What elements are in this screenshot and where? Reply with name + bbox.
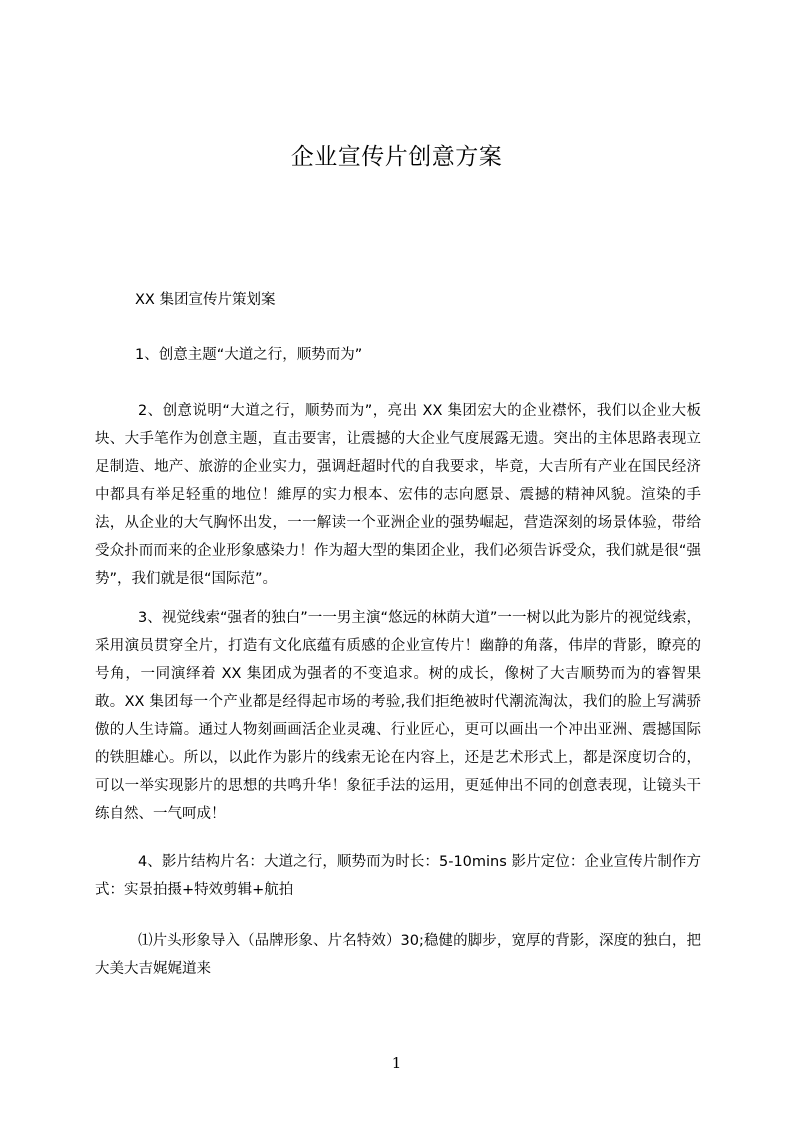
paragraph-opening-scene: ⑴片头形象导入（品牌形象、片名特效）30;稳健的脚步，宽厚的背影，深度的独白，把大美大吉娓娓道来 [95,933,701,977]
document-title: 企业宣传片创意方案 [290,144,503,170]
page-number: 1 [391,1054,402,1072]
paragraph-visual-clue: 3、视觉线索“强者的独白”一一男主演“悠远的林荫大道”一一树以此为影片的视觉线索，采用演员贯穿全片，打造有文化底蕴有质感的企业宣传片！幽静的角落，伟岸的背影，瞭亮的号角，一同演绎着 XX 集团成为强者的不变追求。树的成长，像树了大吉顺势而为的睿智果敢。XX 集团每一个产业都是经得起市场的考验,我们拒绝被时代潮流淘汰，我们的脸上写满骄傲的人生诗篇。通过人物刻画画活企业灵魂、行业匠心，更可以画出一个冲出亚洲、震撼国际的铁胆雄心。所以，以此作为影片的线索无论在内容上，还是艺术形式上，都是深度切合的，可以一举实现影片的思想的共鸣升华！象征手法的运用，更延伸出不同的创意表现，让镜头干练自然、一气呵成！ [95,610,701,822]
document-subtitle: XX 集团宣传片策划案 [135,292,276,308]
paragraph-creative-theme: 1、创意主题“大道之行，顺势而为” [135,347,363,363]
paragraph-film-structure: 4、影片结构片名：大道之行，顺势而为时长：5-10mins 影片定位：企业宣传片制作方式：实景拍摄+特效剪辑+航拍 [95,854,701,898]
paragraph-creative-description: 2、创意说明“大道之行，顺势而为”，亮出 XX 集团宏大的企业襟怀，我们以企业大板块、大手笔作为创意主题，直击要害，让震撼的大企业气度展露无遗。突出的主体思路表现立足制造、地产、旅游的企业实力，强调赶超时代的自我要求，毕竟，大吉所有产业在国民经济中都具有举足轻重的地位！維厚的实力根本、宏伟的志向愿景、震撼的精神风貌。渲染的手法，从企业的大气胸怀出发，一一解读一个亚洲企业的强势崛起，营造深刻的场景体验，带给受众扑而而来的企业形象感染力！作为超大型的集团企业，我们必须告诉受众，我们就是很“强势”，我们就是很“国际范”。 [95,403,701,587]
